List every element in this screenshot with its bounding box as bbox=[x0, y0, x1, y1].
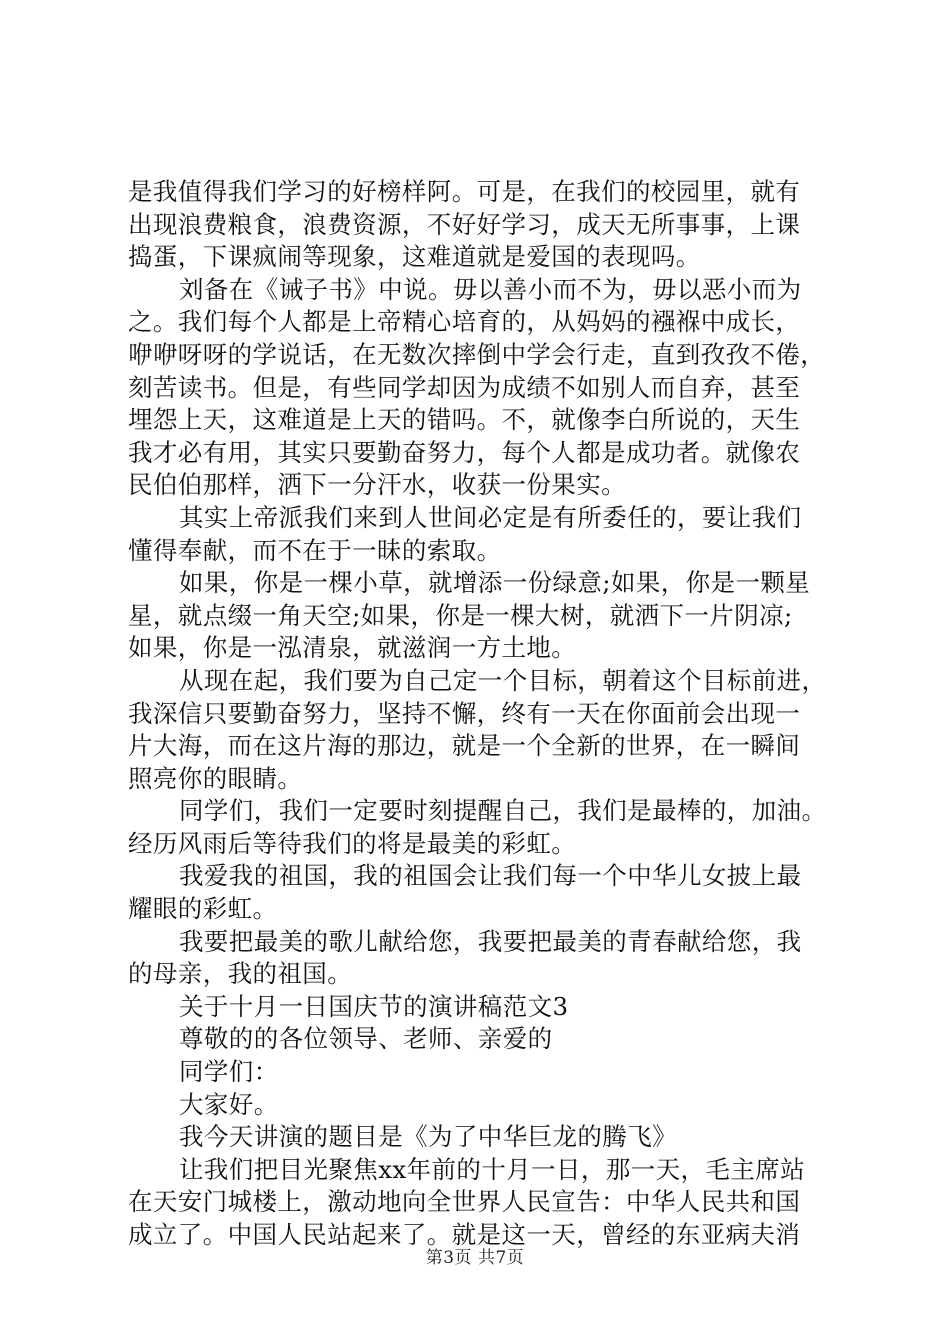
text-line: 我才必有用，其实只要勤奋努力，每个人都是成功者。就像农 bbox=[128, 437, 801, 467]
text-line: 星，就点缀一角天空;如果，你是一棵大树，就洒下一片阴凉; bbox=[128, 600, 793, 630]
text-line: 埋怨上天，这难道是上天的错吗。不，就像李白所说的，天生 bbox=[128, 405, 801, 435]
text-line: 刘备在《诫子书》中说。毋以善小而不为，毋以恶小而为 bbox=[179, 274, 802, 304]
text-line: 的母亲，我的祖国。 bbox=[128, 959, 353, 989]
text-line: 从现在起，我们要为自己定一个目标，朝着这个目标前进， bbox=[179, 665, 827, 695]
text-line: 大家好。 bbox=[179, 1089, 279, 1119]
text-line: 在天安门城楼上，激动地向全世界人民宣告：中华人民共和国 bbox=[128, 1187, 801, 1217]
text-line: 关于十月一日国庆节的演讲稿范文3 bbox=[179, 991, 569, 1021]
text-line: 我深信只要勤奋努力，坚持不懈，终有一天在你面前会出现一 bbox=[128, 698, 801, 728]
text-line: 捣蛋，下课疯闹等现象，这难道就是爱国的表现吗。 bbox=[128, 242, 701, 272]
text-line: 是我值得我们学习的好榜样阿。可是，在我们的校园里，就有 bbox=[128, 177, 801, 206]
text-line: 经历风雨后等待我们的将是最美的彩虹。 bbox=[128, 828, 577, 858]
text-line: 懂得奉献，而不在于一昧的索取。 bbox=[128, 535, 502, 565]
text-line: 同学们，我们一定要时刻提醒自己，我们是最棒的，加油。 bbox=[179, 796, 827, 826]
text-line: 片大海，而在这片海的那边，就是一个全新的世界，在一瞬间 bbox=[128, 731, 801, 761]
text-line: 成立了。中国人民站起来了。就是这一天，曾经的东亚病夫消 bbox=[128, 1220, 801, 1249]
text-line: 让我们把目光聚焦xx年前的十月一日，那一天，毛主席站 bbox=[179, 1154, 806, 1184]
document-body bbox=[128, 176, 838, 1252]
text-line: 咿咿呀呀的学说话，在无数次摔倒中学会行走，直到孜孜不倦， bbox=[128, 339, 826, 369]
text-line: 如果，你是一棵小草，就增添一份绿意;如果，你是一颗星 bbox=[179, 568, 811, 598]
text-line: 出现浪费粮食，浪费资源，不好好学习，成天无所事事，上课 bbox=[128, 209, 801, 239]
page-footer: 第3页 共7页 bbox=[425, 1248, 525, 1268]
text-line: 如果，你是一泓清泉，就滋润一方土地。 bbox=[128, 633, 577, 663]
text-line: 耀眼的彩虹。 bbox=[128, 894, 278, 924]
text-line: 之。我们每个人都是上帝精心培育的，从妈妈的襁褓中成长， bbox=[128, 307, 801, 337]
text-line: 其实上帝派我们来到人世间必定是有所委任的，要让我们 bbox=[179, 502, 802, 532]
text-line: 我爱我的祖国，我的祖国会让我们每一个中华儿女披上最 bbox=[179, 861, 802, 891]
text-line: 同学们： bbox=[179, 1057, 279, 1087]
text-line: 尊敬的的各位领导、老师、亲爱的 bbox=[179, 1024, 553, 1054]
text-line: 我要把最美的歌儿献给您，我要把最美的青春献给您，我 bbox=[179, 926, 802, 956]
text-line: 民伯伯那样，洒下一分汗水，收获一份果实。 bbox=[128, 470, 626, 500]
text-line: 刻苦读书。但是，有些同学却因为成绩不如别人而自弃，甚至 bbox=[128, 372, 801, 402]
text-line: 我今天讲演的题目是《为了中华巨龙的腾飞》 bbox=[179, 1122, 677, 1152]
text-line: 照亮你的眼睛。 bbox=[128, 763, 303, 793]
